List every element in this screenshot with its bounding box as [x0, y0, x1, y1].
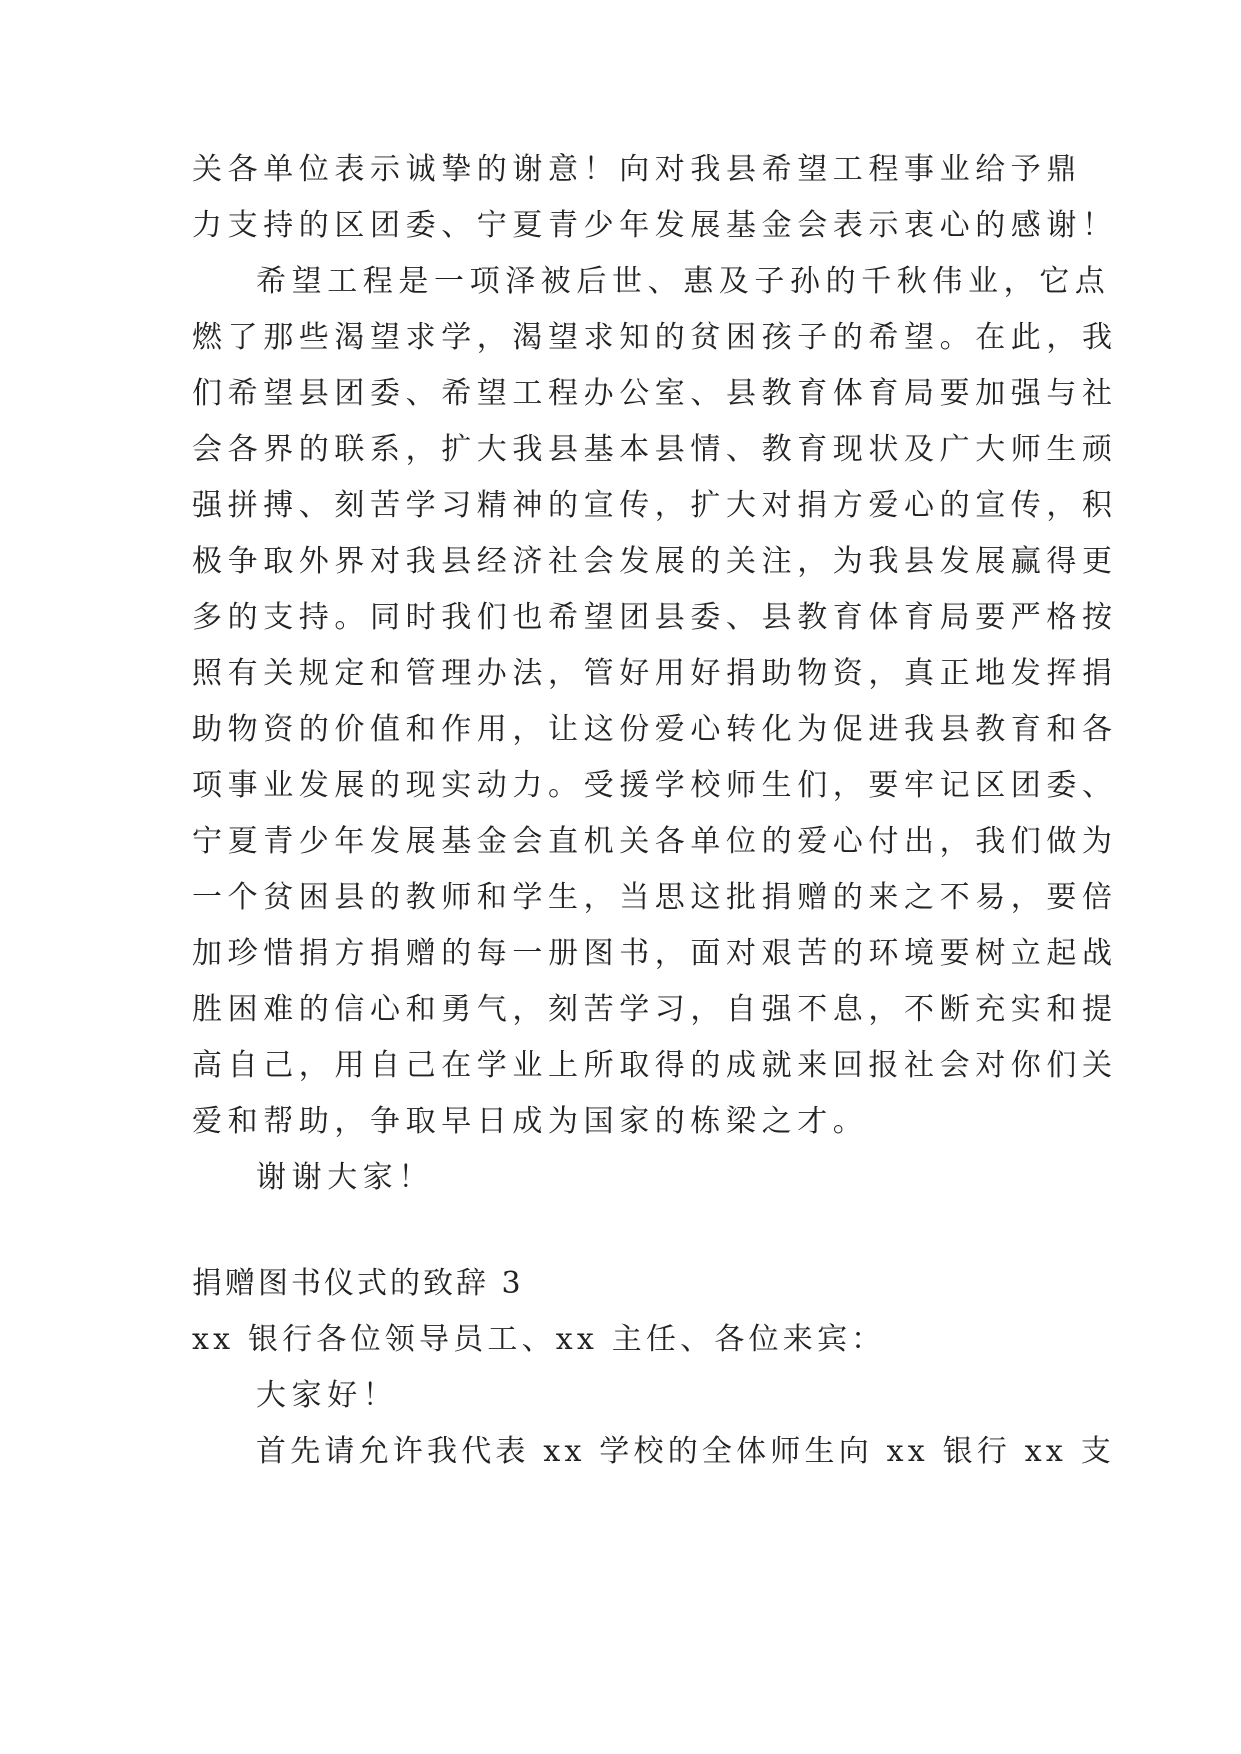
body-text-line: 项事业发展的现实动力。受援学校师生们，要牢记区团委、 — [192, 768, 1118, 803]
body-text-line: 胜困难的信心和勇气，刻苦学习，自强不息，不断充实和提 — [192, 992, 1118, 1027]
body-text-line: 力支持的区团委、宁夏青少年发展基金会表示衷心的感谢！ — [192, 208, 1118, 243]
body-text-line: 关各单位表示诚挚的谢意！向对我县希望工程事业给予鼎 — [192, 152, 1082, 187]
body-text-line: 加珍惜捐方捐赠的每一册图书，面对艰苦的环境要树立起战 — [192, 936, 1118, 971]
body-text-line: 们希望县团委、希望工程办公室、县教育体育局要加强与社 — [192, 376, 1118, 411]
body-text-line: 燃了那些渴望求学，渴望求知的贫困孩子的希望。在此，我 — [192, 320, 1118, 355]
closing-thanks: 谢谢大家！ — [256, 1160, 434, 1195]
greeting: 大家好！ — [256, 1378, 399, 1413]
body-text-line: 爱和帮助，争取早日成为国家的栋梁之才。 — [192, 1104, 869, 1139]
body-text-line: 会各界的联系，扩大我县基本县情、教育现状及广大师生顽 — [192, 432, 1118, 467]
body-text-line: 强拼搏、刻苦学习精神的宣传，扩大对捐方爱心的宣传，积 — [192, 488, 1118, 523]
body-text-line: 助物资的价值和作用，让这份爱心转化为促进我县教育和各 — [192, 712, 1118, 747]
body-text-line: 高自己，用自己在学业上所取得的成就来回报社会对你们关 — [192, 1048, 1118, 1083]
body-text-line: 多的支持。同时我们也希望团县委、县教育体育局要严格按 — [192, 600, 1118, 635]
body-text-line: 极争取外界对我县经济社会发展的关注，为我县发展赢得更 — [192, 544, 1118, 579]
paragraph-first-line: 首先请允许我代表 xx 学校的全体师生向 xx 银行 xx 支 — [256, 1434, 1115, 1469]
paragraph-first-line: 希望工程是一项泽被后世、惠及子孙的千秋伟业，它点 — [256, 264, 1111, 299]
body-text-line: 一个贫困县的教师和学生，当思这批捐赠的来之不易，要倍 — [192, 880, 1118, 915]
body-text-line: 宁夏青少年发展基金会直机关各单位的爱心付出，我们做为 — [192, 824, 1118, 859]
section-title: 捐赠图书仪式的致辞 3 — [192, 1266, 524, 1301]
body-text-line: 照有关规定和管理办法，管好用好捐助物资，真正地发挥捐 — [192, 656, 1118, 691]
salutation: xx 银行各位领导员工、xx 主任、各位来宾： — [192, 1322, 886, 1357]
